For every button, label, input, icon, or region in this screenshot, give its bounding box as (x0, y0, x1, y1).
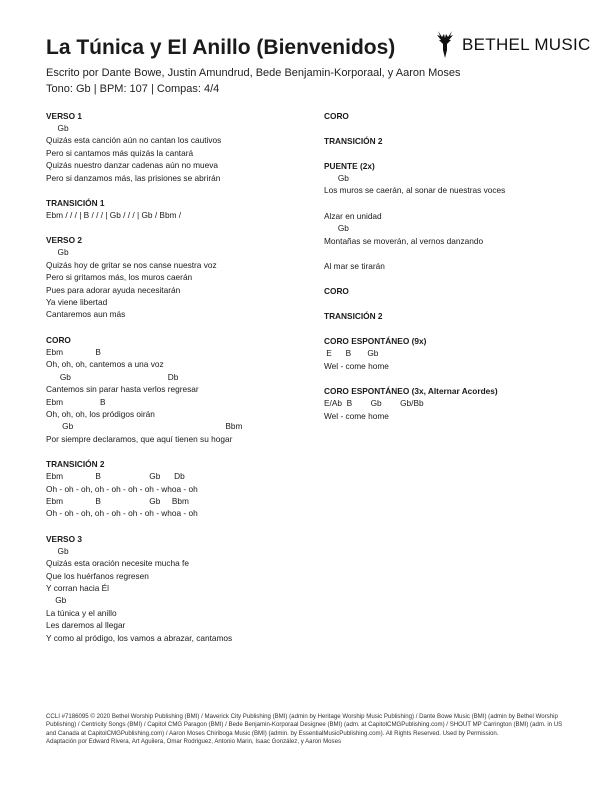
section-heading: TRANSICIÓN 2 (46, 459, 105, 470)
song-section (46, 334, 316, 445)
chord-line: Ebm B Gb Bbm (46, 495, 189, 506)
lyric-line: Wel - come home (324, 360, 389, 371)
lyric-line: Y como al pródigo, los vamos a abrazar, cantamos (46, 632, 233, 643)
section-heading: VERSO 2 (46, 235, 82, 246)
copyright-footer (46, 713, 566, 746)
song-section (324, 210, 594, 247)
deer-head-icon (434, 30, 456, 60)
chord-line: E B Gb (324, 348, 379, 359)
chord-line: Gb (324, 223, 349, 234)
lyric-line: Pero si gritamos más, los muros caerán (46, 272, 193, 283)
logo-wordmark: BETHEL MUSIC (462, 35, 591, 54)
chord-line: Gb Bbm (46, 421, 243, 432)
song-section (324, 260, 594, 272)
lyric-line: Oh, oh, oh, los pródigos oirán (46, 408, 155, 419)
chord-line: Gb Db (46, 371, 179, 382)
chord-line: Ebm B (46, 396, 106, 407)
lyric-line: Los muros se caerán, al sonar de nuestras voces (324, 185, 506, 196)
lyric-line: Ya viene libertad (46, 297, 108, 308)
bethel-music-logo (434, 30, 591, 60)
lyric-line: Alzar en unidad (324, 210, 382, 221)
section-heading: VERSO 1 (46, 111, 82, 121)
section-heading: TRANSICIÓN 2 (324, 136, 383, 146)
song-section (46, 234, 316, 320)
lyric-line: Quizás hoy de gritar se nos canse nuestra voz (46, 259, 217, 270)
lyric-line: Pero si cantamos más quizás la cantará (46, 147, 194, 158)
chord-line: Ebm B Gb Db (46, 471, 185, 482)
lyric-line: Oh - oh - oh, oh - oh - oh - oh - whoa - oh (46, 483, 198, 494)
lyric-line: Pero si danzamos más, las prisiones se abrirán (46, 172, 221, 183)
lyric-line: Quizás esta canción aún no cantan los cautivos (46, 135, 222, 146)
section-heading: CORO (324, 111, 349, 121)
chord-line: Ebm / / / | B / / / | Gb / / / | Gb / Bbm / (46, 210, 182, 221)
left-column (46, 110, 316, 657)
lyric-line: Les daremos al llegar (46, 620, 126, 631)
song-section (46, 533, 316, 644)
chord-line: Gb (324, 173, 349, 183)
song-section (324, 110, 594, 122)
chord-line: Gb (46, 247, 69, 258)
song-section (324, 160, 594, 197)
chord-line: Gb (46, 545, 69, 556)
section-heading: CORO ESPONTÁNEO (3x, Alternar Acordes) (324, 386, 498, 397)
section-heading: PUENTE (2x) (324, 161, 375, 171)
lyric-line: Pues para adorar ayuda necesitarán (46, 284, 181, 295)
lyric-line: Montañas se moverán, al vernos danzando (324, 235, 484, 246)
lyric-line: Cantaremos aun más (46, 309, 126, 320)
writers-credit: Escrito por Dante Bowe, Justin Amundrud, Bede Benjamin-Korporaal, y Aaron Moses (46, 67, 461, 79)
lyric-line: Por siempre declaramos, que aquí tienen su hogar (46, 433, 233, 444)
section-heading: CORO ESPONTÁNEO (9x) (324, 336, 427, 347)
lyric-line: Y corran hacia Él (46, 582, 110, 593)
song-section (324, 285, 594, 297)
chord-line: Gb (46, 123, 69, 133)
lyric-line: Quizás esta oración necesite mucha fe (46, 558, 189, 569)
chord-line: Gb (46, 595, 67, 606)
section-heading: CORO (324, 286, 349, 297)
section-heading: TRANSICIÓN 2 (324, 311, 383, 322)
song-section (324, 135, 594, 147)
song-section (46, 110, 316, 184)
lyric-line: Cantemos sin parar hasta verlos regresar (46, 384, 199, 395)
song-section (46, 197, 316, 221)
song-info: Tono: Gb | BPM: 107 | Compas: 4/4 (46, 83, 220, 95)
adaptation-credit: Adaptación por Edward Rivera, Art Aguilera, Omar Rodriguez, Antonio Marin, Isaac González, y Aaron Moses (46, 737, 342, 745)
chord-line: E/Ab B Gb Gb/Bb (324, 398, 424, 409)
song-section (46, 458, 316, 520)
ccli-notice: CCLI #7186095 © 2020 Bethel Worship Publishing (BMI) / Maverick City Publishing (BMI) (admin by Heritage Worship Music Publishing) / Dante Bowe Music (BMI) (admin by Bethel Worship Publishing) / Centricity Songs (BMI) / Capitol CMG Paragon (BMI) / Bede Benjamin-Korporaal Designee (BMI) (adm. at CapitolCMGPublishing.com) / SHOUT MP Carrington (BMI) (adm. in US and Canada at CapitolCMGPublishing.com) / Aaron Moses Chiriboga Music (BMI) (admin. by EssentialMusicPublishing.com). All Rights Reserved. Used by Permission. (46, 713, 563, 737)
lyric-line: Que los huérfanos regresen (46, 570, 149, 581)
lyric-line: Al mar se tirarán (324, 261, 385, 272)
song-title: La Túnica y El Anillo (Bienvenidos) (46, 36, 396, 59)
lyric-line: Oh - oh - oh, oh - oh - oh - oh - whoa - oh (46, 508, 198, 519)
song-section (324, 335, 594, 372)
chord-line: Ebm B (46, 346, 101, 357)
lyric-line: Wel - come home (324, 410, 389, 421)
right-column (324, 110, 594, 435)
section-heading: CORO (46, 334, 71, 345)
lyric-line: Oh, oh, oh, cantemos a una voz (46, 359, 164, 370)
song-section (324, 385, 594, 422)
section-heading: VERSO 3 (46, 533, 82, 544)
lyric-line: La túnica y el anillo (46, 607, 117, 618)
song-section (324, 310, 594, 322)
section-heading: TRANSICIÓN 1 (46, 198, 105, 209)
lyric-line: Quizás nuestro danzar cadenas aún no mueva (46, 160, 219, 171)
